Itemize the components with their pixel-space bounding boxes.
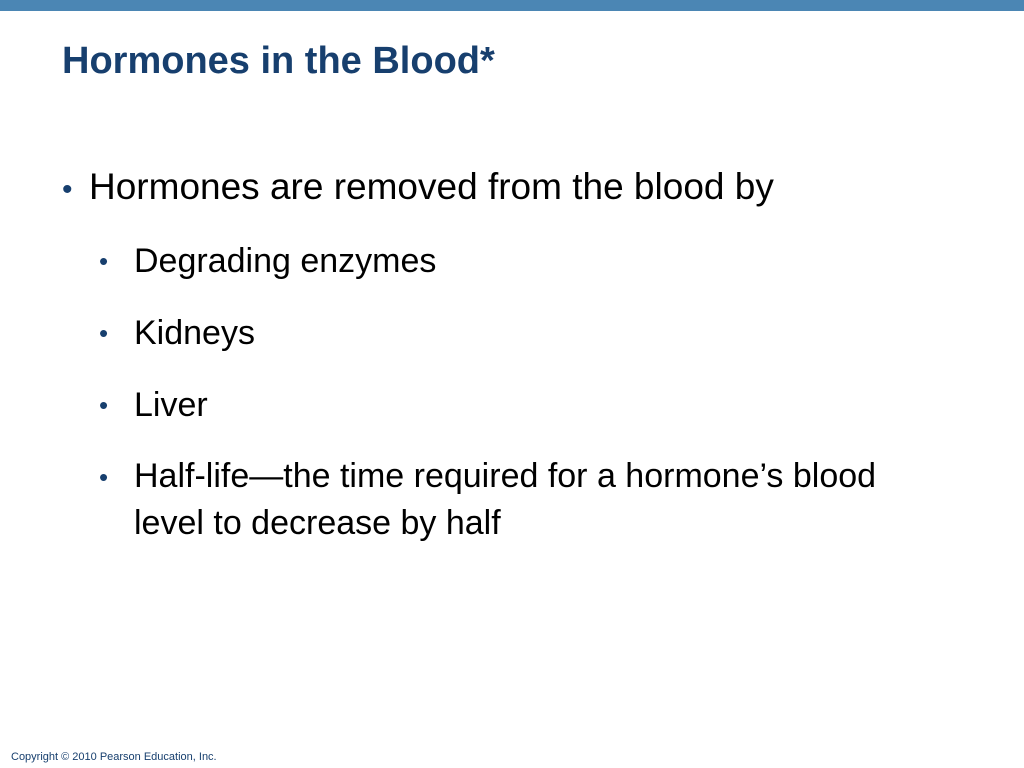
sub-bullet-item xyxy=(99,237,959,285)
sub-bullet-item xyxy=(99,381,959,429)
top-accent-bar xyxy=(0,0,1024,11)
bullet-icon: • xyxy=(99,246,109,276)
bullet-icon: • xyxy=(99,462,109,492)
copyright-notice: Copyright © 2010 Pearson Education, Inc. xyxy=(11,751,217,763)
sub-bullet-text: Half-life—the time required for a hormone’s blood level to decrease by half xyxy=(134,457,877,542)
sub-bullet-list xyxy=(99,237,959,571)
sub-bullet-item xyxy=(99,309,959,357)
bullet-icon: • xyxy=(99,318,109,348)
main-bullet xyxy=(62,163,962,214)
bullet-icon: • xyxy=(99,390,109,420)
main-bullet-text: Hormones are removed from the blood by xyxy=(89,166,774,207)
sub-bullet-text: Kidneys xyxy=(134,314,255,352)
bullet-icon: • xyxy=(62,173,73,206)
slide-title: Hormones in the Blood* xyxy=(62,40,495,82)
sub-bullet-item xyxy=(99,453,934,547)
sub-bullet-text: Degrading enzymes xyxy=(134,242,437,280)
sub-bullet-text: Liver xyxy=(134,386,208,424)
